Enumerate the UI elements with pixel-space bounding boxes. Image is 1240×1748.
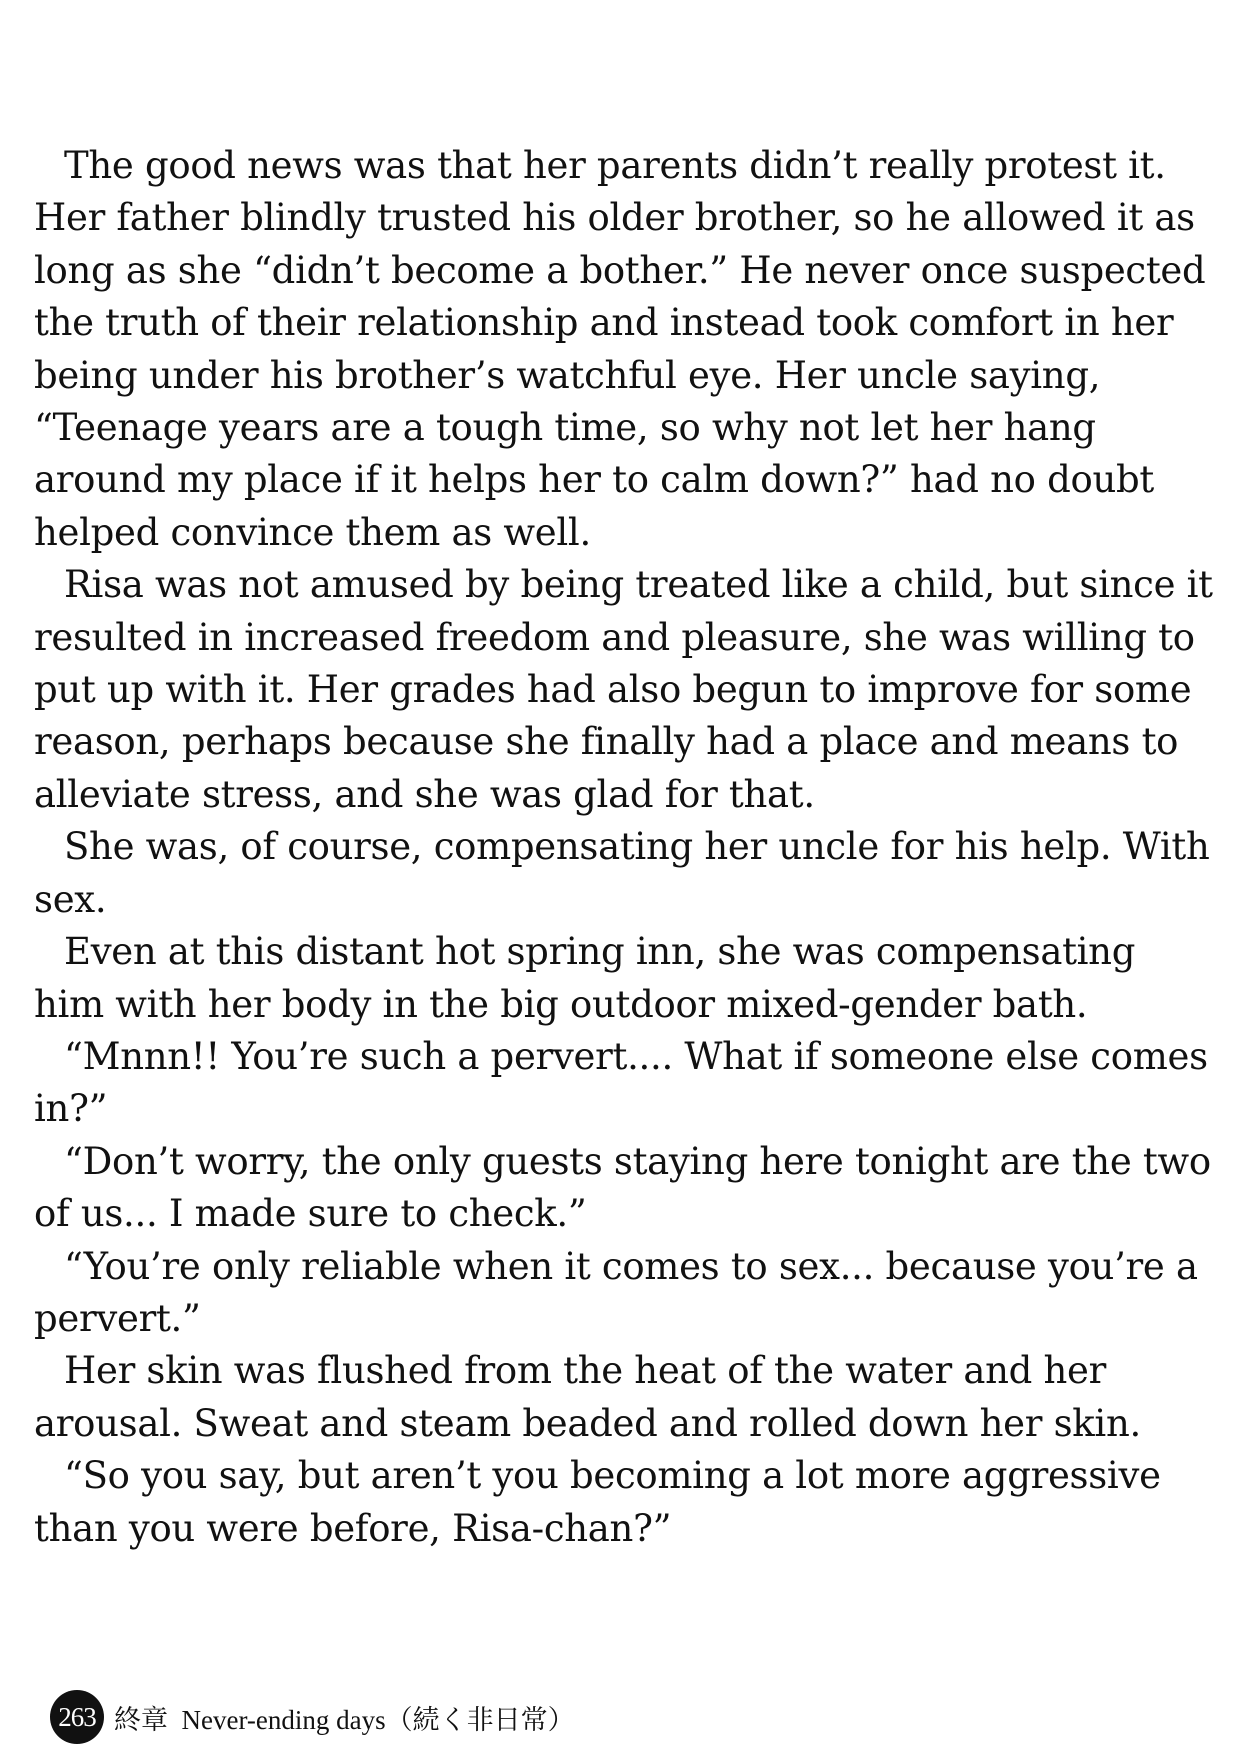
paragraph: Even at this distant hot spring inn, she was compensating him with her body in the big outdoor mixed-gender bath. — [34, 930, 1136, 1026]
paragraph: “Don’t worry, the only guests staying here tonight are the two of us... I made sure to check.” — [34, 1139, 1211, 1236]
page-footer — [50, 1690, 575, 1744]
page-number-badge: 263 — [50, 1690, 104, 1744]
paragraph: Her skin was flushed from the heat of the water and her arousal. Sweat and steam beaded and rolled down her skin. — [34, 1349, 1141, 1445]
chapter-title: 終章 Never-ending days（続く非日常） — [114, 1704, 575, 1735]
paragraph: The good news was that her parents didn’t really protest it. Her father blindly trusted his older brother, so he allowed it as long as she “didn’t become a bother.” He never once suspected the truth of their relationship and instead took comfort in her being under his brother’s watchful eye. Her uncle saying, “Teenage years are a tough time, so why not let her hang around my place if it helps her to calm down?” had no doubt helped convince them as well. — [34, 144, 1206, 554]
paragraph: “Mnnn!! You’re such a pervert.... What if someone else comes in?” — [34, 1034, 1208, 1131]
body-text — [34, 140, 1214, 1555]
paragraph: She was, of course, compensating her uncle for his help. With sex. — [34, 825, 1210, 921]
paragraph: Risa was not amused by being treated like a child, but since it resulted in increased freedom and pleasure, she was willing to put up with it. Her grades had also begun to improve for some reason, perhaps because she finally had a place and means to alleviate stress, and she was glad for that. — [34, 563, 1213, 816]
paragraph: “You’re only reliable when it comes to sex... because you’re a pervert.” — [34, 1244, 1198, 1340]
paragraph: “So you say, but aren’t you becoming a lot more aggressive than you were before, Risa-chan?” — [34, 1454, 1161, 1550]
